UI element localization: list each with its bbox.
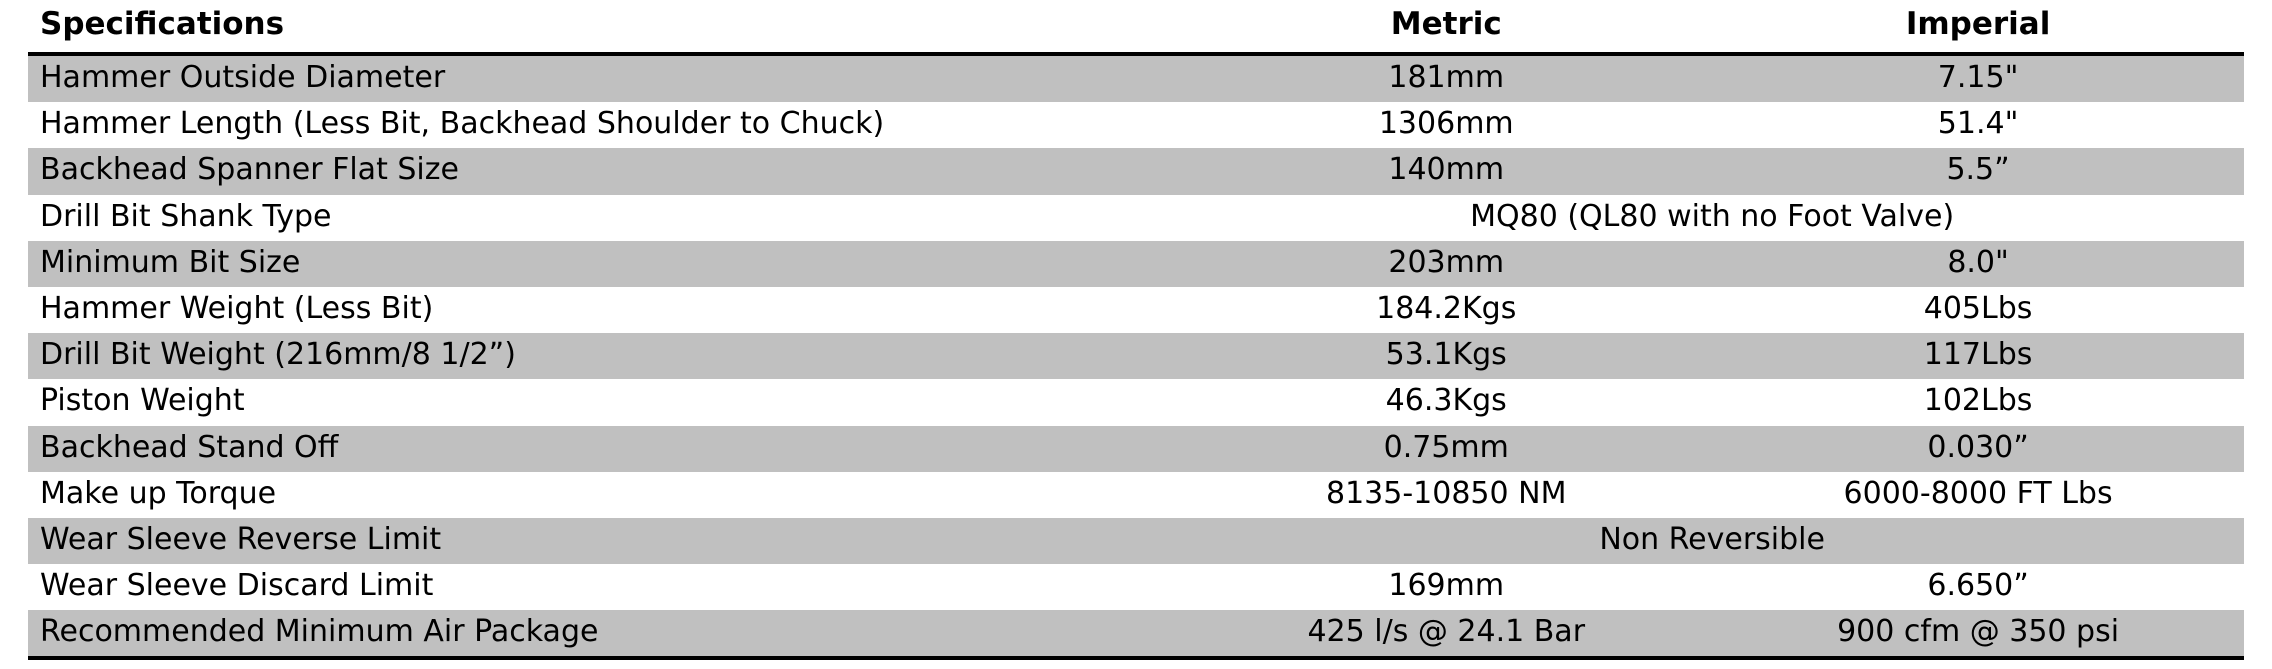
- cell-specification: Wear Sleeve Discard Limit: [28, 564, 1180, 610]
- cell-metric: 181mm: [1180, 54, 1712, 102]
- cell-specification: Drill Bit Weight (216mm/8 1/2”): [28, 333, 1180, 379]
- cell-metric: 1306mm: [1180, 102, 1712, 148]
- cell-specification: Hammer Outside Diameter: [28, 54, 1180, 102]
- cell-imperial: 7.15": [1712, 54, 2244, 102]
- table-header: [28, 0, 2244, 54]
- cell-specification: Minimum Bit Size: [28, 241, 1180, 287]
- cell-value-combined: MQ80 (QL80 with no Foot Valve): [1180, 195, 2244, 241]
- cell-metric: 0.75mm: [1180, 426, 1712, 472]
- table-row: [28, 333, 2244, 379]
- specifications-table: [28, 0, 2244, 660]
- cell-specification: Backhead Spanner Flat Size: [28, 148, 1180, 194]
- table-row: [28, 379, 2244, 425]
- cell-specification: Recommended Minimum Air Package: [28, 610, 1180, 658]
- cell-specification: Wear Sleeve Reverse Limit: [28, 518, 1180, 564]
- cell-specification: Make up Torque: [28, 472, 1180, 518]
- cell-specification: Backhead Stand Off: [28, 426, 1180, 472]
- table-row: [28, 195, 2244, 241]
- cell-specification: Drill Bit Shank Type: [28, 195, 1180, 241]
- cell-imperial: 405Lbs: [1712, 287, 2244, 333]
- table-row: [28, 54, 2244, 102]
- cell-metric: 184.2Kgs: [1180, 287, 1712, 333]
- cell-metric: 169mm: [1180, 564, 1712, 610]
- table-row: [28, 241, 2244, 287]
- cell-metric: 8135-10850 NM: [1180, 472, 1712, 518]
- cell-metric: 203mm: [1180, 241, 1712, 287]
- table-header-row: [28, 0, 2244, 54]
- cell-imperial: 0.030”: [1712, 426, 2244, 472]
- column-header-specifications: Specifications: [28, 0, 1180, 54]
- cell-specification: Hammer Weight (Less Bit): [28, 287, 1180, 333]
- table-row: [28, 426, 2244, 472]
- cell-specification: Hammer Length (Less Bit, Backhead Shoulder to Chuck): [28, 102, 1180, 148]
- column-header-metric: Metric: [1180, 0, 1712, 54]
- cell-metric: 53.1Kgs: [1180, 333, 1712, 379]
- table-row: [28, 564, 2244, 610]
- cell-metric: 425 l/s @ 24.1 Bar: [1180, 610, 1712, 658]
- cell-imperial: 51.4": [1712, 102, 2244, 148]
- cell-imperial: 900 cfm @ 350 psi: [1712, 610, 2244, 658]
- table-row: [28, 148, 2244, 194]
- table-body: [28, 54, 2244, 658]
- cell-specification: Piston Weight: [28, 379, 1180, 425]
- cell-imperial: 5.5”: [1712, 148, 2244, 194]
- table-row: [28, 102, 2244, 148]
- cell-imperial: 8.0": [1712, 241, 2244, 287]
- cell-metric: 140mm: [1180, 148, 1712, 194]
- table-row: [28, 610, 2244, 658]
- cell-imperial: 117Lbs: [1712, 333, 2244, 379]
- cell-imperial: 6.650”: [1712, 564, 2244, 610]
- column-header-imperial: Imperial: [1712, 0, 2244, 54]
- table-row: [28, 518, 2244, 564]
- cell-value-combined: Non Reversible: [1180, 518, 2244, 564]
- cell-imperial: 6000-8000 FT Lbs: [1712, 472, 2244, 518]
- table-row: [28, 472, 2244, 518]
- table-row: [28, 287, 2244, 333]
- cell-imperial: 102Lbs: [1712, 379, 2244, 425]
- cell-metric: 46.3Kgs: [1180, 379, 1712, 425]
